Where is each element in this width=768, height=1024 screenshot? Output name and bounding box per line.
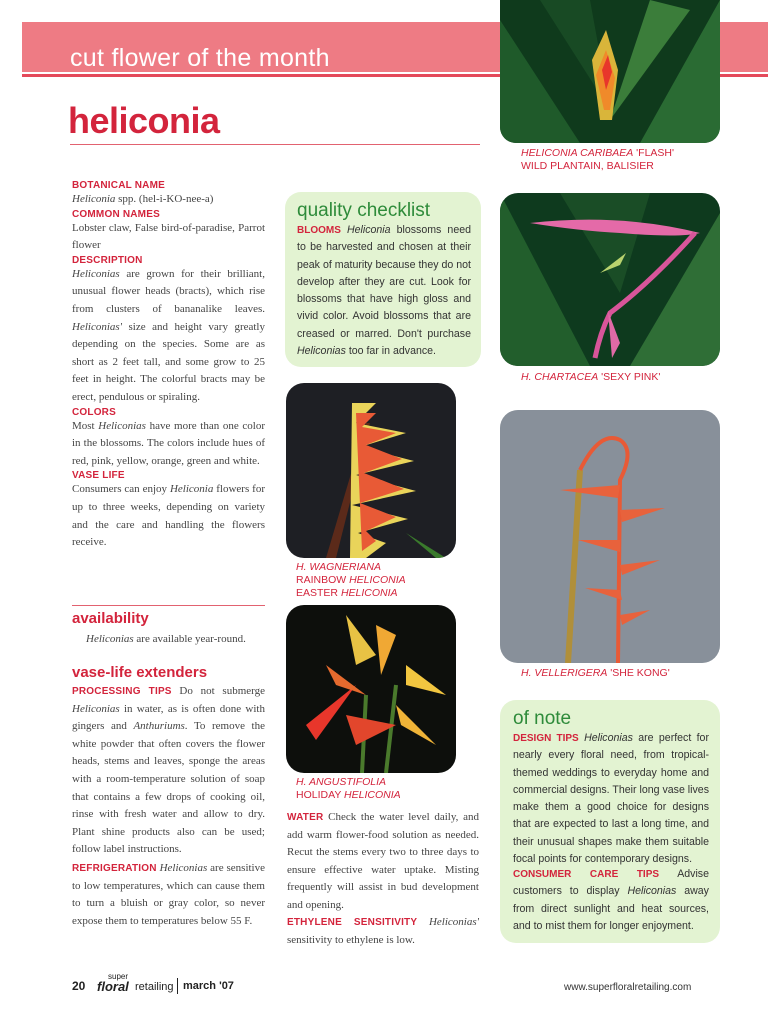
caption-heliconia-caribaea: HELICONIA CARIBAEA 'FLASH' WILD PLANTAIN, BALISIER bbox=[521, 147, 675, 172]
caption-heliconia-vellerigera: H. VELLERIGERA 'SHE KONG' bbox=[521, 667, 670, 679]
title-divider bbox=[70, 144, 480, 145]
page-title: heliconia bbox=[68, 100, 220, 141]
vase-life-heading: VASE LIFE bbox=[72, 470, 125, 482]
photo-heliconia-chartacea bbox=[500, 193, 720, 366]
botanical-name-text: Heliconia spp. (hel-i-KO-nee-a) bbox=[72, 193, 214, 205]
photo-heliconia-angustifolia bbox=[286, 605, 456, 773]
design-tips-text: DESIGN TIPS Heliconias are perfect for nearly every floral need, from tropical-themed weddings to everyday home and commercial designs. Their long vase lives make them a good choice for designs that are expected to last a long time, and their unusual shapes make them suitable focal points for contemporary designs. bbox=[513, 732, 709, 866]
availability-divider bbox=[72, 605, 265, 606]
colors-text: Most Heliconias have more than one color in the blossoms. The colors include hues of red, pink, yellow, orange, green and white. bbox=[72, 419, 265, 467]
quality-checklist-box bbox=[285, 192, 481, 367]
refrigeration-text: REFRIGERATION Heliconias are sensitive to low temperatures, which can cause them to turn a bluish or gray color, so never expose them to temperatures below 55 F. bbox=[72, 862, 265, 927]
quality-checklist-title: quality checklist bbox=[297, 200, 431, 221]
common-names-heading: COMMON NAMES bbox=[72, 208, 160, 220]
photo-heliconia-caribaea bbox=[500, 0, 720, 143]
ethylene-text: ETHYLENE SENSITIVITY Heliconias' sensitivity to ethylene is low. bbox=[287, 916, 479, 946]
common-names-text: Lobster claw, False bird-of-paradise, Parrot flower bbox=[72, 221, 265, 252]
of-note-title: of note bbox=[513, 708, 572, 729]
availability-heading: availability bbox=[72, 610, 149, 627]
processing-tips-text: PROCESSING TIPS Do not submerge Heliconias in water, as is often done with gingers and Anthuriums. To remove the white powder that often covers the flower heads, stems and leaves, sponge the areas with a room-temperature solution of soap that contains a few drops of cooking oil, rinse with fresh water and allow to dry. Plant shine products also can be used; follow label instructions. bbox=[72, 685, 265, 856]
vase-life-extenders-heading: vase-life extenders bbox=[72, 664, 208, 681]
water-text: WATER Check the water level daily, and add warm flower-food solution as needed. Recut the stems every two to three days to ensure effective water uptake. Misting frequently will assist in bud development and opening. bbox=[287, 811, 479, 911]
caption-heliconia-chartacea: H. CHARTACEA 'SEXY PINK' bbox=[521, 371, 661, 383]
consumer-care-text: CONSUMER CARE TIPS Advise customers to display Heliconias away from direct sunlight and heat sources, and to mist them for longer enjoyment. bbox=[513, 868, 709, 932]
caption-heliconia-wagneriana: H. WAGNERIANA RAINBOW HELICONIA EASTER HELICONIA bbox=[296, 561, 406, 599]
of-note-box bbox=[500, 700, 720, 943]
section-kicker: cut flower of the month bbox=[70, 44, 330, 72]
issue-date: march '07 bbox=[183, 980, 234, 992]
vase-life-text: Consumers can enjoy Heliconia flowers for up to three weeks, depending on variety and the care and handling the flowers receive. bbox=[72, 483, 265, 549]
left-column bbox=[72, 180, 265, 552]
page-number: 20 bbox=[72, 979, 86, 993]
footer-divider bbox=[177, 978, 178, 994]
availability-text: Heliconias are available year-round. bbox=[86, 633, 246, 645]
blooms-text: BLOOMS Heliconia blossoms need to be harvested and chosen at their peak of maturity because they do not develop after they are cut. Look for blossoms that have high gloss and vivid color. Avoid blossoms that are creased or marred. Don't purchase Heliconias too far in advance. bbox=[297, 224, 471, 358]
description-heading: DESCRIPTION bbox=[72, 254, 143, 266]
photo-heliconia-vellerigera bbox=[500, 410, 720, 663]
colors-heading: COLORS bbox=[72, 406, 116, 418]
description-text: Heliconias are grown for their brilliant, unusual flower heads (bracts), which rise from clusters of bananalike leaves. Heliconias' size and height vary greatly depending on the species. Some are as short as 2 feet tall, and some grow to 25 feet in height. The colorful bracts may be erect, pendulous or spiraling. bbox=[72, 267, 265, 403]
photo-heliconia-wagneriana bbox=[286, 383, 456, 558]
botanical-name-heading: BOTANICAL NAME bbox=[72, 180, 165, 191]
website-url: www.superfloralretailing.com bbox=[564, 982, 692, 993]
caption-heliconia-angustifolia: H. ANGUSTIFOLIA HOLIDAY HELICONIA bbox=[296, 776, 401, 801]
